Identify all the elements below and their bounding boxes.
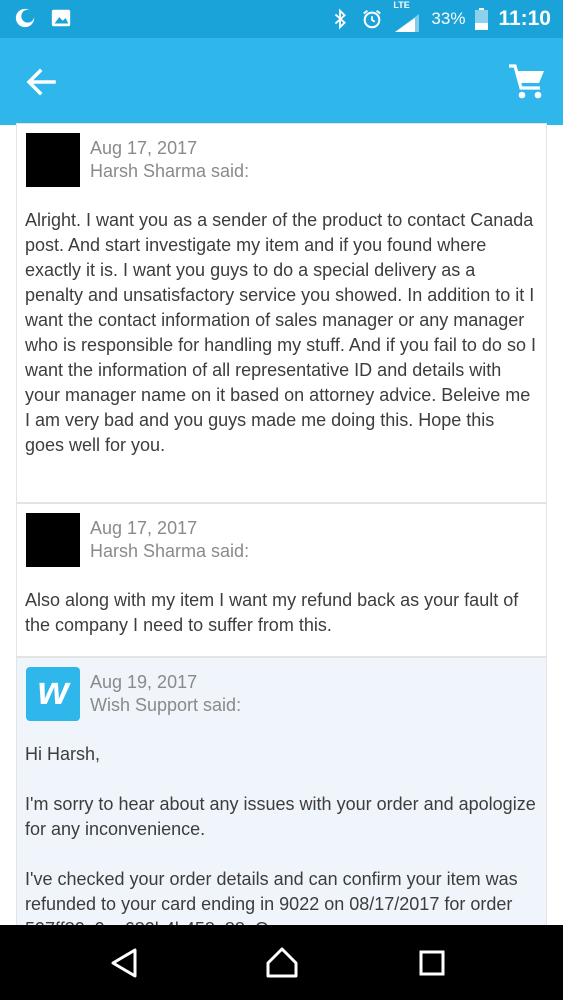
message-card-support bbox=[16, 657, 547, 947]
recents-icon bbox=[412, 943, 452, 983]
nav-home-button[interactable] bbox=[262, 943, 302, 983]
avatar bbox=[26, 513, 80, 567]
nav-back-button[interactable] bbox=[105, 943, 145, 983]
cart-icon bbox=[507, 62, 547, 102]
message-thread[interactable] bbox=[0, 125, 563, 925]
message-card bbox=[16, 503, 547, 657]
message-card bbox=[16, 123, 547, 503]
message-paragraph: I've checked your order details and can confirm your item was refunded to your card ending in 9022 on 08/17/2017 for order bbox=[25, 869, 518, 914]
bluetooth-icon bbox=[329, 8, 351, 30]
back-button[interactable] bbox=[22, 62, 62, 102]
message-paragraph: Also along with my item I want my refund back as your fault of the company I need to suffer from this. bbox=[25, 590, 519, 635]
moon-icon bbox=[14, 7, 36, 29]
message-author: Harsh Sharma said: bbox=[90, 161, 250, 181]
message-body bbox=[25, 208, 537, 483]
cart-button[interactable] bbox=[507, 62, 547, 102]
battery-icon bbox=[475, 8, 488, 30]
message-paragraph: I'm sorry to hear about any issues with your order and apologize for any inconvenience. bbox=[25, 794, 536, 839]
arrow-left-icon bbox=[22, 62, 62, 102]
navigation-bar bbox=[0, 925, 563, 1000]
network-label: LTE bbox=[393, 0, 410, 10]
back-triangle-icon bbox=[105, 943, 145, 983]
avatar bbox=[26, 133, 80, 187]
message-paragraph: Hi Harsh, bbox=[25, 744, 101, 764]
message-paragraph: Alright. I want you as a sender of the product to contact Canada post. And start investigate my item and if you found where exactly it is. I want you guys to do a special delivery as a penalty and unsatisfactory service you showed. In addition to it I want the contact information of sales manager or any manager who is responsible for handling my stuff. And if you fail to do so I want the information of all representative ID and details with your manager name on it based on attorney advice. Beleive me I am very bad and you guys made me doing this. Hope this goes well for you. bbox=[25, 210, 536, 455]
message-author: Harsh Sharma said: bbox=[90, 541, 250, 561]
nav-recents-button[interactable] bbox=[412, 943, 452, 983]
alarm-icon bbox=[361, 8, 383, 30]
status-time: 11:10 bbox=[498, 7, 551, 30]
message-body bbox=[25, 588, 537, 663]
message-date: Aug 19, 2017 bbox=[90, 672, 198, 692]
home-icon bbox=[262, 943, 302, 983]
message-date: Aug 17, 2017 bbox=[90, 518, 198, 538]
image-icon bbox=[50, 7, 72, 29]
wish-logo-icon bbox=[26, 667, 80, 721]
wish-logo-letter: w bbox=[37, 669, 69, 713]
app-bar bbox=[0, 38, 563, 125]
message-author: Wish Support said: bbox=[90, 695, 242, 715]
battery-percent: 33% bbox=[431, 9, 466, 28]
message-date: Aug 17, 2017 bbox=[90, 138, 198, 158]
status-bar bbox=[0, 0, 563, 38]
lte-signal-icon bbox=[393, 0, 421, 32]
